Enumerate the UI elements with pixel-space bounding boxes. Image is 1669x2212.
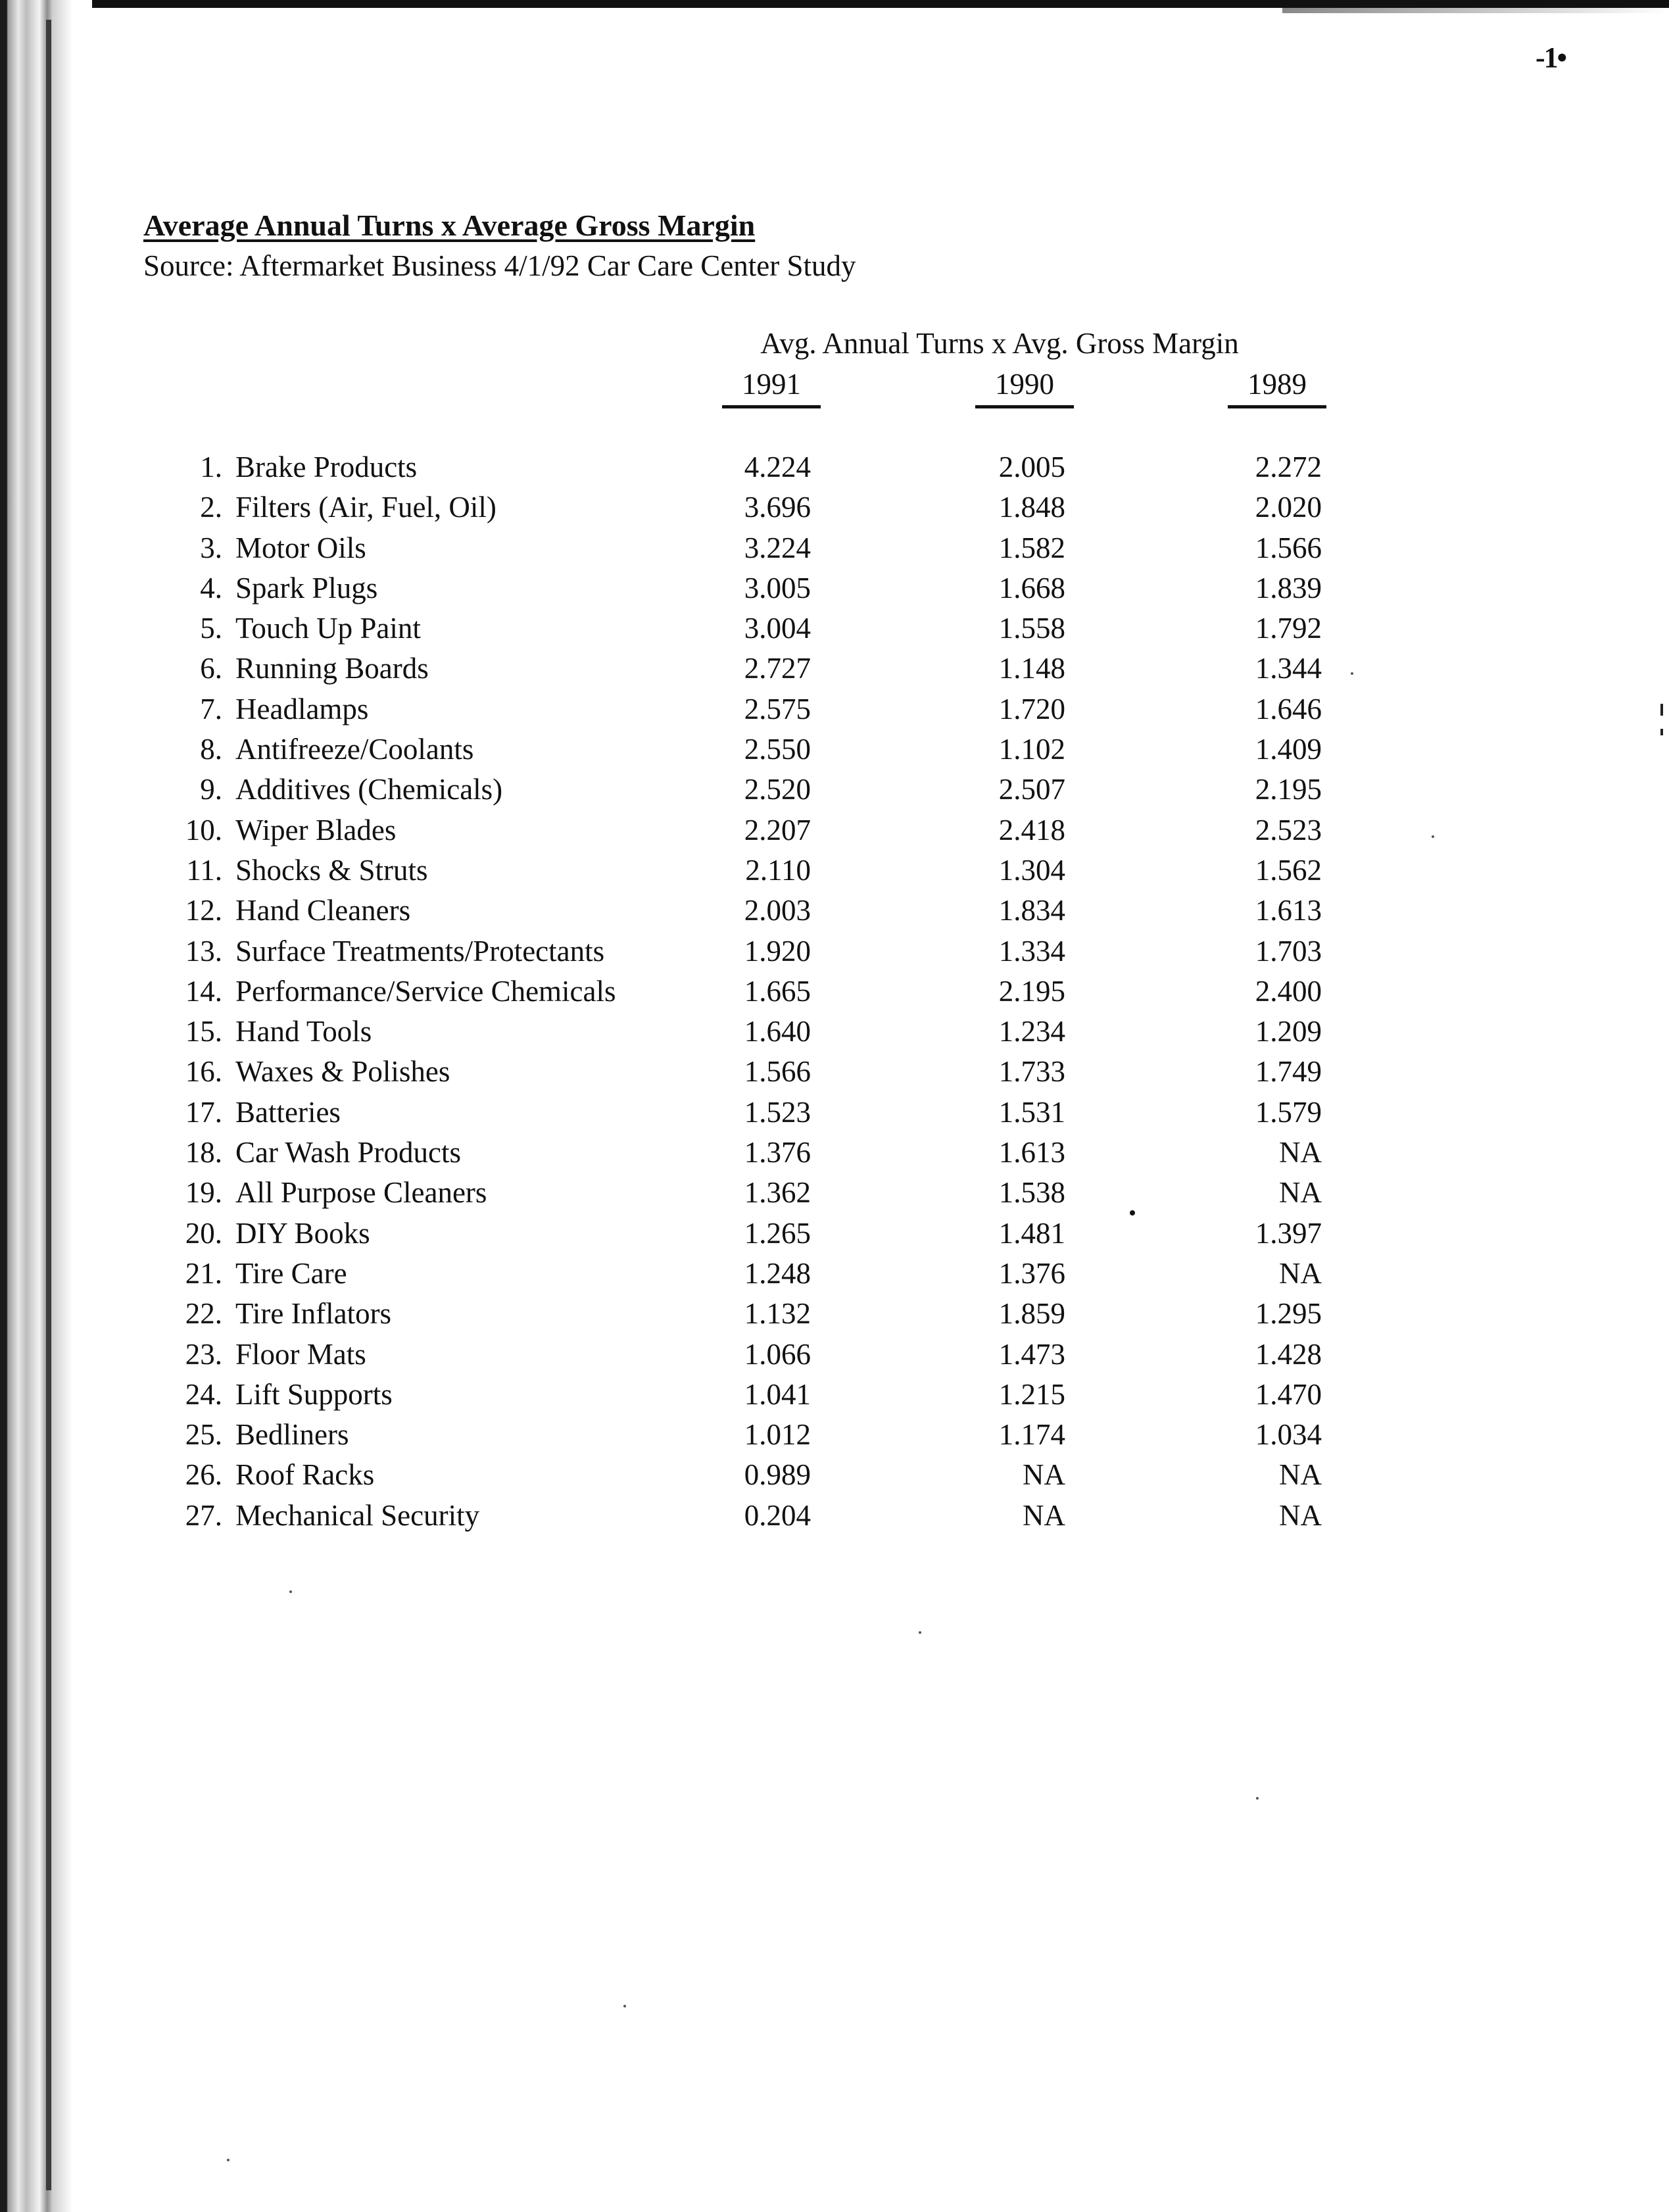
row-number: 3. <box>200 531 222 564</box>
table-row <box>0 1294 1669 1334</box>
row-number: 4. <box>200 571 222 604</box>
value-1991: 1.362 <box>744 1176 811 1210</box>
value-1989: 2.020 <box>1255 491 1322 524</box>
value-1989: NA <box>1279 1458 1322 1492</box>
scan-speck <box>289 1590 292 1593</box>
row-number: 21. <box>185 1256 222 1290</box>
value-1991: 1.665 <box>744 974 811 1008</box>
value-1989: 1.703 <box>1255 934 1322 968</box>
value-1991: 1.376 <box>744 1136 811 1169</box>
table-row <box>0 1375 1669 1415</box>
scan-speck <box>623 2005 626 2007</box>
row-label: Wiper Blades <box>235 813 397 847</box>
table-row <box>0 1496 1669 1536</box>
table-row <box>0 608 1669 649</box>
value-1990: 1.473 <box>998 1337 1065 1371</box>
value-1989: 1.209 <box>1255 1015 1322 1048</box>
row-label: Bedliners <box>235 1418 349 1452</box>
value-1991: 1.523 <box>744 1095 811 1129</box>
row-number: 7. <box>200 692 222 725</box>
value-1990: 1.859 <box>998 1297 1065 1331</box>
value-1990: 2.507 <box>998 773 1065 806</box>
value-1991: 1.012 <box>744 1418 811 1452</box>
value-1990: 1.834 <box>998 894 1065 927</box>
value-1990: 1.334 <box>998 934 1065 968</box>
row-number: 5. <box>200 612 222 645</box>
table-row <box>0 971 1669 1012</box>
table-row <box>0 1173 1669 1213</box>
value-1991: 3.005 <box>744 571 811 604</box>
row-label: Tire Care <box>235 1256 347 1290</box>
value-1990: 1.376 <box>998 1256 1065 1290</box>
table-row <box>0 1133 1669 1173</box>
row-label: Batteries <box>235 1095 341 1129</box>
row-label: Surface Treatments/Protectants <box>235 934 605 968</box>
row-label: Antifreeze/Coolants <box>235 733 474 766</box>
value-1989: 1.344 <box>1255 652 1322 685</box>
year-header-1991: 1991 <box>722 367 821 408</box>
scan-speck <box>919 1631 921 1634</box>
row-number: 26. <box>185 1458 222 1492</box>
value-1991: 4.224 <box>744 451 811 483</box>
table-row <box>0 1254 1669 1294</box>
year-header-1990: 1990 <box>975 367 1074 408</box>
table-row <box>0 649 1669 689</box>
row-label: DIY Books <box>235 1216 370 1250</box>
row-number: 13. <box>185 934 222 968</box>
value-1990: 1.102 <box>998 733 1065 766</box>
value-1990: 1.148 <box>998 652 1065 685</box>
row-number: 1. <box>200 451 222 483</box>
scan-speck <box>227 2159 230 2161</box>
table-row <box>0 1093 1669 1133</box>
document-title: Average Annual Turns x Average Gross Margin <box>143 209 756 242</box>
table-row <box>0 891 1669 931</box>
value-1989: 2.272 <box>1255 451 1322 483</box>
year-header-1989: 1989 <box>1228 367 1326 408</box>
row-number: 6. <box>200 652 222 685</box>
row-label: Motor Oils <box>235 531 366 564</box>
value-1989: 1.562 <box>1255 853 1322 887</box>
value-1990: 1.538 <box>998 1176 1065 1210</box>
table-row <box>0 931 1669 971</box>
value-1991: 1.041 <box>744 1377 811 1411</box>
scan-top-edge-fade <box>1282 8 1669 13</box>
row-number: 14. <box>185 974 222 1008</box>
row-number: 2. <box>200 491 222 524</box>
value-1989: 1.470 <box>1255 1377 1322 1411</box>
row-number: 24. <box>185 1377 222 1411</box>
document-source: Source: Aftermarket Business 4/1/92 Car Care Center Study <box>143 249 856 282</box>
value-1990: 1.613 <box>998 1136 1065 1169</box>
value-1991: 1.066 <box>744 1337 811 1371</box>
row-number: 11. <box>186 853 222 887</box>
value-1989: 1.034 <box>1255 1418 1322 1452</box>
table-row <box>0 810 1669 850</box>
value-1990: 1.720 <box>998 692 1065 725</box>
table-row <box>0 689 1669 729</box>
value-1989: 1.397 <box>1255 1216 1322 1250</box>
row-number: 18. <box>185 1136 222 1169</box>
table-row <box>0 1012 1669 1052</box>
value-1990: 1.304 <box>998 853 1065 887</box>
row-number: 16. <box>185 1055 222 1089</box>
value-1991: 2.003 <box>744 894 811 927</box>
row-number: 15. <box>185 1015 222 1048</box>
value-1990: 1.558 <box>998 612 1065 645</box>
value-1990: 1.531 <box>998 1095 1065 1129</box>
table-row <box>0 447 1669 487</box>
row-label: Waxes & Polishes <box>235 1055 450 1089</box>
scan-speck <box>1256 1797 1259 1800</box>
row-number: 20. <box>185 1216 222 1250</box>
table-row <box>0 528 1669 568</box>
table-row <box>0 729 1669 770</box>
value-1991: 2.520 <box>744 773 811 806</box>
value-1991: 2.110 <box>745 853 811 887</box>
row-label: Car Wash Products <box>235 1136 462 1169</box>
table-row <box>0 487 1669 528</box>
row-label: Hand Tools <box>235 1015 372 1048</box>
value-1990: 1.733 <box>998 1055 1065 1089</box>
value-1991: 3.004 <box>744 612 811 645</box>
value-1989: 1.749 <box>1255 1055 1322 1089</box>
value-1989: 1.295 <box>1255 1297 1322 1331</box>
row-label: Roof Racks <box>235 1458 375 1492</box>
table-row <box>0 568 1669 608</box>
row-number: 9. <box>200 773 222 806</box>
row-number: 23. <box>185 1337 222 1371</box>
row-label: Performance/Service Chemicals <box>235 974 616 1008</box>
table-row <box>0 770 1669 810</box>
row-label: Mechanical Security <box>235 1498 480 1532</box>
value-1991: 3.696 <box>744 491 811 524</box>
value-1989: NA <box>1279 1498 1322 1532</box>
page-corner-mark: -1• <box>1536 41 1566 74</box>
table-row <box>0 1455 1669 1495</box>
row-label: Running Boards <box>235 652 429 685</box>
value-1990: 1.174 <box>998 1418 1065 1452</box>
row-number: 17. <box>185 1095 222 1129</box>
value-1991: 2.575 <box>744 692 811 725</box>
row-label: Headlamps <box>235 692 369 725</box>
value-1989: 1.792 <box>1255 612 1322 645</box>
row-label: Hand Cleaners <box>235 894 411 927</box>
value-1991: 1.248 <box>744 1256 811 1290</box>
value-1990: 1.215 <box>998 1377 1065 1411</box>
value-1990: 2.005 <box>998 451 1065 483</box>
value-1989: 1.579 <box>1255 1095 1322 1129</box>
value-1990: 2.418 <box>998 813 1065 847</box>
row-number: 25. <box>185 1418 222 1452</box>
data-table-body <box>0 447 1669 1536</box>
value-1990: NA <box>1023 1458 1065 1492</box>
value-1989: 1.428 <box>1255 1337 1322 1371</box>
value-1989: 1.613 <box>1255 894 1322 927</box>
value-1991: 1.640 <box>744 1015 811 1048</box>
value-1989: 1.409 <box>1255 733 1322 766</box>
value-1991: 0.204 <box>744 1498 811 1532</box>
value-1991: 2.207 <box>744 813 811 847</box>
value-1990: 2.195 <box>998 974 1065 1008</box>
table-row <box>0 1052 1669 1092</box>
row-number: 10. <box>185 813 222 847</box>
value-1991: 3.224 <box>744 531 811 564</box>
row-label: Floor Mats <box>235 1337 366 1371</box>
row-number: 8. <box>200 733 222 766</box>
value-1991: 2.727 <box>744 652 811 685</box>
value-1990: 1.481 <box>998 1216 1065 1250</box>
value-1991: 1.920 <box>744 934 811 968</box>
row-label: Filters (Air, Fuel, Oil) <box>235 491 496 524</box>
table-row <box>0 1415 1669 1455</box>
value-1989: 1.566 <box>1255 531 1322 564</box>
value-1989: 2.523 <box>1255 813 1322 847</box>
table-row <box>0 1335 1669 1375</box>
table-row <box>0 1214 1669 1254</box>
value-1989: NA <box>1279 1176 1322 1210</box>
value-1991: 1.566 <box>744 1055 811 1089</box>
row-number: 22. <box>185 1297 222 1331</box>
value-1990: 1.234 <box>998 1015 1065 1048</box>
value-1990: NA <box>1023 1498 1065 1532</box>
value-1989: 2.400 <box>1255 974 1322 1008</box>
value-1990: 1.582 <box>998 531 1065 564</box>
row-label: Brake Products <box>235 451 418 483</box>
scan-top-edge <box>0 0 1669 8</box>
value-1990: 1.848 <box>998 491 1065 524</box>
row-label: Spark Plugs <box>235 571 378 604</box>
value-1989: NA <box>1279 1256 1322 1290</box>
row-number: 19. <box>185 1176 222 1210</box>
row-label: Additives (Chemicals) <box>235 773 503 806</box>
value-1991: 1.265 <box>744 1216 811 1250</box>
row-number: 27. <box>185 1498 222 1532</box>
row-label: Shocks & Struts <box>235 853 428 887</box>
value-1991: 1.132 <box>744 1297 811 1331</box>
table-row <box>0 850 1669 891</box>
value-1991: 2.550 <box>744 733 811 766</box>
value-1989: 1.646 <box>1255 692 1322 725</box>
row-label: Tire Inflators <box>235 1297 392 1331</box>
row-label: Touch Up Paint <box>235 612 421 645</box>
row-label: All Purpose Cleaners <box>235 1176 487 1210</box>
value-1989: 1.839 <box>1255 571 1322 604</box>
value-1990: 1.668 <box>998 571 1065 604</box>
value-1989: 2.195 <box>1255 773 1322 806</box>
value-1991: 0.989 <box>744 1458 811 1492</box>
row-label: Lift Supports <box>235 1377 393 1411</box>
value-1989: NA <box>1279 1136 1322 1169</box>
column-group-heading: Avg. Annual Turns x Avg. Gross Margin <box>760 327 1239 360</box>
row-number: 12. <box>185 894 222 927</box>
